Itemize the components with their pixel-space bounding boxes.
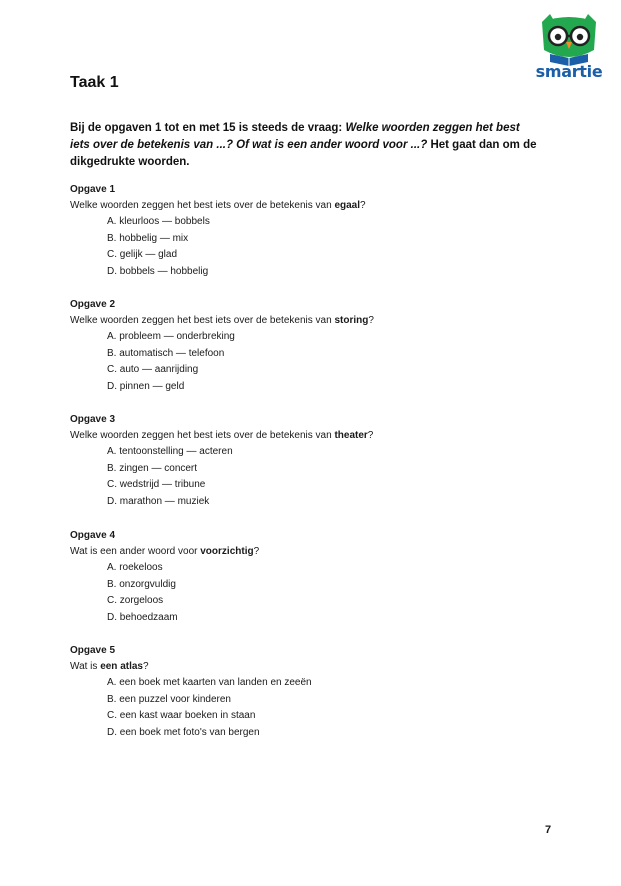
intro-instructions [70,120,540,171]
question-keyword: egaal [334,200,361,211]
question-keyword: voorzichtig [200,546,254,557]
answer-option-d[interactable]: D. behoedzaam [107,611,178,623]
answer-option-b[interactable]: B. hobbelig — mix [107,232,189,244]
question-5 [70,643,550,741]
answer-option-d[interactable]: D. pinnen — geld [107,380,185,392]
answer-option-b[interactable]: B. zingen — concert [107,462,198,474]
question-keyword: een atlas [100,661,143,672]
question-prefix: Wat is [70,661,101,672]
question-suffix: ? [367,430,374,441]
question-text [70,659,550,675]
page-number: 7 [545,824,552,836]
answer-option-d[interactable]: D. bobbels — hobbelig [107,265,209,277]
answer-option-a[interactable]: A. tentoonstelling — acteren [107,446,233,457]
question-3 [70,412,550,510]
answer-option-b[interactable]: B. een puzzel voor kinderen [107,693,231,705]
answer-option-a[interactable]: A. kleurloos — bobbels [107,216,210,227]
answer-option-c[interactable]: C. auto — aanrijding [107,364,199,375]
question-label: Opgave 4 [70,530,116,541]
question-2 [70,297,550,395]
question-text [70,428,550,444]
question-prefix: Welke woorden zeggen het best iets over de betekenis van [70,315,335,326]
question-suffix: ? [143,661,149,672]
answer-option-c[interactable]: C. wedstrijd — tribune [107,479,206,490]
answer-option-b[interactable]: B. onzorgvuldig [107,578,176,590]
answer-option-b[interactable]: B. automatisch — telefoon [107,347,225,359]
brand-logo-text: smartie [535,62,603,81]
question-suffix: ? [253,546,260,557]
answer-option-c[interactable]: C. zorgeloos [107,595,164,606]
question-prefix: Welke woorden zeggen het best iets over de betekenis van [70,430,335,441]
question-label: Opgave 5 [70,645,116,656]
question-label: Opgave 2 [70,299,116,310]
question-keyword: storing [334,315,369,326]
intro-text-italic: Welke woorden zeggen het best iets over de betekenis van ...? Of wat is een ander woord voor ...? [70,122,520,151]
question-keyword: theater [334,430,368,441]
intro-text-part1: Bij de opgaven 1 tot en met 15 is steeds de vraag: [70,122,346,134]
question-prefix: Wat is een ander woord voor [70,546,201,557]
answer-option-a[interactable]: A. probleem — onderbreking [107,331,235,342]
question-label: Opgave 1 [70,184,116,195]
intro-text-part2: Het gaat dan om de dikgedrukte woorden. [70,139,537,168]
question-suffix: ? [368,315,374,326]
answer-option-c[interactable]: C. een kast waar boeken in staan [107,710,256,721]
question-4 [70,528,550,626]
question-label: Opgave 3 [70,414,116,425]
answer-option-d[interactable]: D. een boek met foto's van bergen [107,726,260,738]
question-text [70,198,550,214]
answer-option-c[interactable]: C. gelijk — glad [107,249,178,260]
question-text [70,544,550,560]
question-1 [70,182,550,280]
question-prefix: Welke woorden zeggen het best iets over de betekenis van [70,200,335,211]
answer-option-d[interactable]: D. marathon — muziek [107,495,210,507]
answer-option-a[interactable]: A. roekeloos [107,562,163,573]
question-text [70,313,550,329]
page-title: Taak 1 [70,74,119,91]
question-suffix: ? [360,200,366,211]
answer-option-a[interactable]: A. een boek met kaarten van landen en zeeën [107,677,312,688]
